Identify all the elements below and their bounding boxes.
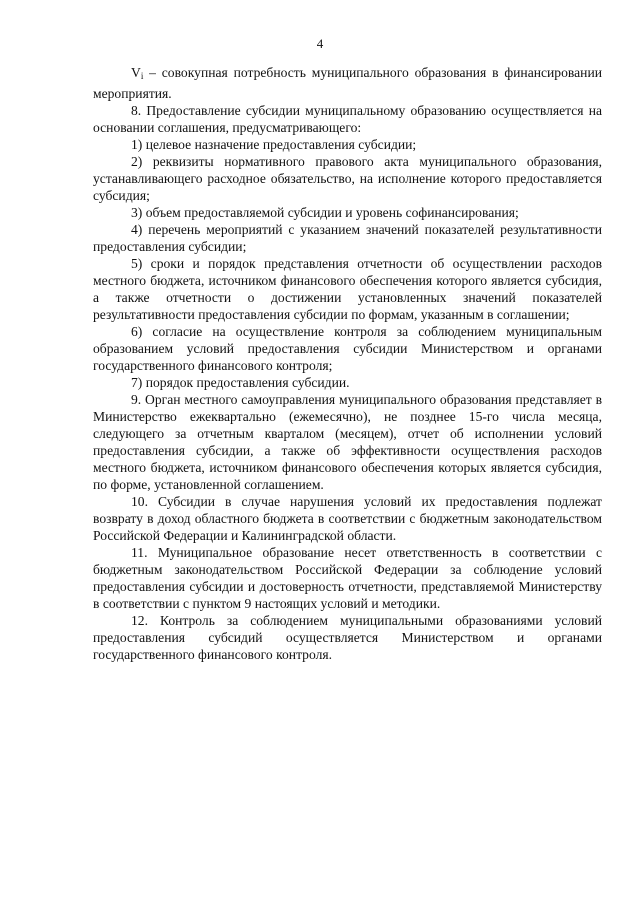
vi-symbol: V (131, 65, 141, 80)
document-body (93, 64, 602, 663)
paragraph-8-item-2: 2) реквизиты нормативного правового акта муниципального образования, устанавливающего расходное обязательство, на исполнение которого предоставляется субсидия; (93, 154, 602, 203)
paragraph-8-item-3: 3) объем предоставляемой субсидии и уровень софинансирования; (131, 205, 519, 220)
paragraph-9: 9. Орган местного самоуправления муниципального образования представляет в Министерство ежеквартально (ежемесячно), не позднее 15-го числа месяца, следующего за отчетным кварталом (месяцем), отчет об исполнении условий предоставления субсидии, а также об эффективности осуществления расходов местного бюджета, источником финансового обеспечения которых является субсидия, по форме, установленной соглашением. (93, 392, 602, 492)
page-number: 4 (316, 36, 324, 51)
paragraph-8-item-6: 6) согласие на осуществление контроля за соблюдением муниципальным образованием условий предоставления субсидии Министерством и органами государственного финансового контроля; (93, 324, 602, 373)
paragraph-12: 12. Контроль за соблюдением муниципальными образованиями условий предоставления субсидий осуществляется Министерством и органами государственного финансового контроля. (93, 613, 602, 662)
paragraph-8-item-5: 5) сроки и порядок представления отчетности об осуществлении расходов местного бюджета, источником финансового обеспечения которого является субсидия, а также отчетности о достижении установленных значений показателей результативности предоставления субсидии по формам, указанным в соглашении; (93, 256, 602, 322)
vi-subscript: i (140, 71, 144, 81)
vi-definition-text: – совокупная потребность муниципального образования в финансировании мероприятия. (93, 65, 602, 101)
paragraph-vi-definition (93, 64, 602, 102)
paragraph-8-item-4: 4) перечень мероприятий с указанием значений показателей результативности предоставления субсидии; (93, 222, 602, 254)
paragraph-8-item-7: 7) порядок предоставления субсидии. (131, 375, 350, 390)
paragraph-10: 10. Субсидии в случае нарушения условий их предоставления подлежат возврату в доход областного бюджета в соответствии с бюджетным законодательством Российской Федерации и Калининградской области. (93, 494, 602, 543)
paragraph-11: 11. Муниципальное образование несет ответственность в соответствии с бюджетным законодательством Российской Федерации за соблюдение условий предоставления субсидии и достоверность отчетности, представляемой Министерству в соответствии с пунктом 9 настоящих условий и методики. (93, 545, 602, 611)
paragraph-8: 8. Предоставление субсидии муниципальному образованию осуществляется на основании соглашения, предусматривающего: (93, 103, 602, 135)
paragraph-8-item-1: 1) целевое назначение предоставления субсидии; (131, 137, 417, 152)
